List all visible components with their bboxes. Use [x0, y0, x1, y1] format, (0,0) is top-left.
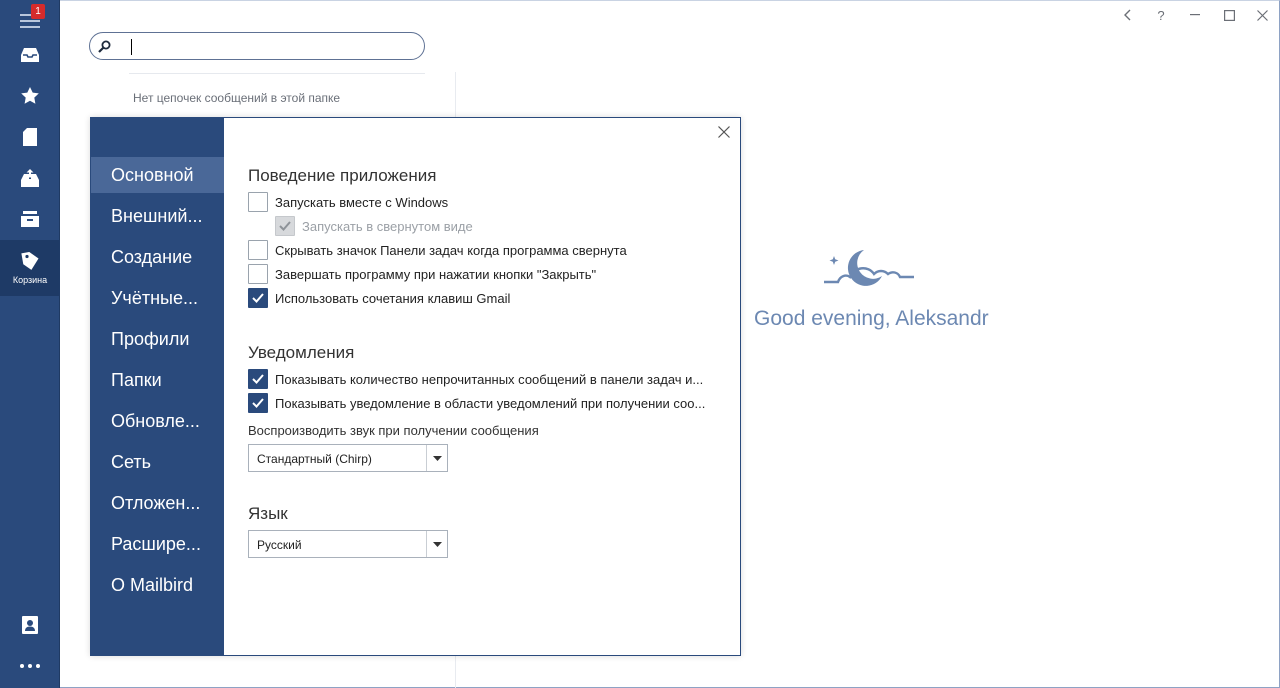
dialog-close-icon[interactable]	[717, 125, 731, 139]
option-hide-taskbar-icon[interactable]	[248, 240, 627, 260]
list-divider	[129, 73, 425, 74]
section-title-notifications: Уведомления	[248, 343, 355, 362]
checkbox[interactable]	[248, 264, 268, 284]
close-window-button[interactable]	[1252, 6, 1272, 24]
checkmark-icon	[252, 292, 264, 304]
back-button[interactable]	[1117, 6, 1137, 24]
language-select-value: Русский	[257, 538, 302, 552]
maximize-icon	[1224, 10, 1235, 21]
more-button[interactable]	[0, 646, 60, 686]
sound-select-value: Стандартный (Chirp)	[257, 452, 372, 466]
sound-select[interactable]	[248, 444, 448, 472]
option-label: Скрывать значок Панели задач когда программа свернута	[275, 242, 627, 258]
checkbox[interactable]	[248, 393, 268, 413]
outbox-icon	[21, 169, 39, 187]
left-rail	[0, 0, 60, 688]
search-icon	[98, 40, 111, 53]
section-title-language: Язык	[248, 504, 288, 523]
dropdown-toggle[interactable]	[426, 531, 447, 557]
nav-item-general[interactable]: Основной	[91, 157, 224, 193]
question-icon: ?	[1157, 7, 1165, 23]
tag-icon	[21, 252, 39, 272]
text-caret	[131, 39, 132, 55]
caret-down-icon	[433, 456, 442, 461]
more-dots-icon	[20, 664, 40, 668]
minimize-button[interactable]	[1185, 6, 1205, 24]
nav-item-folders[interactable]: Папки	[111, 369, 162, 390]
checkbox[interactable]	[248, 288, 268, 308]
checkbox[interactable]	[275, 216, 295, 236]
document-icon	[23, 128, 37, 146]
settings-nav	[91, 118, 224, 655]
nav-item-appearance[interactable]: Внешний...	[111, 205, 203, 226]
option-label: Показывать количество непрочитанных сообщений в панели задач и...	[275, 371, 704, 387]
option-label: Запускать в свернутом виде	[302, 218, 473, 234]
search-box[interactable]	[89, 32, 425, 60]
nav-item-about[interactable]: О Mailbird	[111, 574, 194, 595]
starred-button[interactable]	[0, 76, 60, 116]
greeting-text: Good evening, Aleksandr	[754, 307, 989, 330]
option-exit-on-close[interactable]	[248, 264, 596, 284]
checkbox[interactable]	[248, 369, 268, 389]
night-moon-icon	[824, 244, 916, 288]
option-label: Запускать вместе с Windows	[275, 194, 449, 210]
empty-list-message: Нет цепочек сообщений в этой папке	[133, 91, 341, 105]
sent-button[interactable]	[0, 158, 60, 198]
help-button[interactable]	[1151, 6, 1171, 24]
trash-label: Корзина	[12, 274, 48, 285]
sound-label: Воспроизводить звук при получении сообщения	[248, 423, 539, 438]
option-gmail-shortcuts[interactable]	[248, 288, 510, 308]
star-icon	[21, 87, 39, 105]
option-tray-notification[interactable]	[248, 393, 705, 413]
nav-item-composing[interactable]: Создание	[111, 246, 193, 267]
nav-item-snoozed[interactable]: Отложен...	[111, 492, 201, 513]
checkmark-icon	[252, 397, 264, 409]
close-icon	[1257, 10, 1268, 21]
checkmark-icon	[279, 220, 291, 232]
language-select[interactable]	[248, 530, 448, 558]
archive-icon	[21, 211, 39, 227]
search-input[interactable]	[128, 37, 408, 55]
checkbox[interactable]	[248, 192, 268, 212]
archive-button[interactable]	[0, 199, 60, 239]
dropdown-toggle[interactable]	[426, 445, 447, 471]
inbox-button[interactable]	[0, 35, 60, 75]
drafts-button[interactable]	[0, 117, 60, 157]
settings-dialog	[90, 117, 741, 656]
nav-item-advanced[interactable]: Расшире...	[111, 533, 201, 554]
nav-item-identities[interactable]: Профили	[111, 328, 190, 349]
inbox-icon	[21, 47, 39, 63]
checkmark-icon	[252, 373, 264, 385]
contacts-icon	[22, 616, 38, 634]
option-start-minimized[interactable]	[275, 216, 473, 236]
option-label: Завершать программу при нажатии кнопки "Закрыть"	[275, 266, 597, 282]
maximize-button[interactable]	[1219, 6, 1239, 24]
notification-badge: 1	[31, 4, 45, 19]
option-unread-count-taskbar[interactable]	[248, 369, 703, 389]
nav-item-network[interactable]: Сеть	[111, 451, 152, 472]
trash-button[interactable]	[0, 240, 60, 296]
nav-item-updates[interactable]: Обновле...	[111, 410, 200, 431]
option-label: Использовать сочетания клавиш Gmail	[275, 290, 511, 306]
minimize-icon	[1190, 14, 1200, 16]
chevron-left-icon	[1123, 9, 1131, 21]
checkbox[interactable]	[248, 240, 268, 260]
option-label: Показывать уведомление в области уведомлений при получении соо...	[275, 395, 706, 411]
option-start-with-windows[interactable]	[248, 192, 448, 212]
caret-down-icon	[433, 542, 442, 547]
menu-button[interactable]	[0, 0, 60, 40]
section-title-app-behavior: Поведение приложения	[248, 166, 437, 185]
contacts-button[interactable]	[0, 605, 60, 645]
nav-item-accounts[interactable]: Учётные...	[111, 287, 198, 308]
